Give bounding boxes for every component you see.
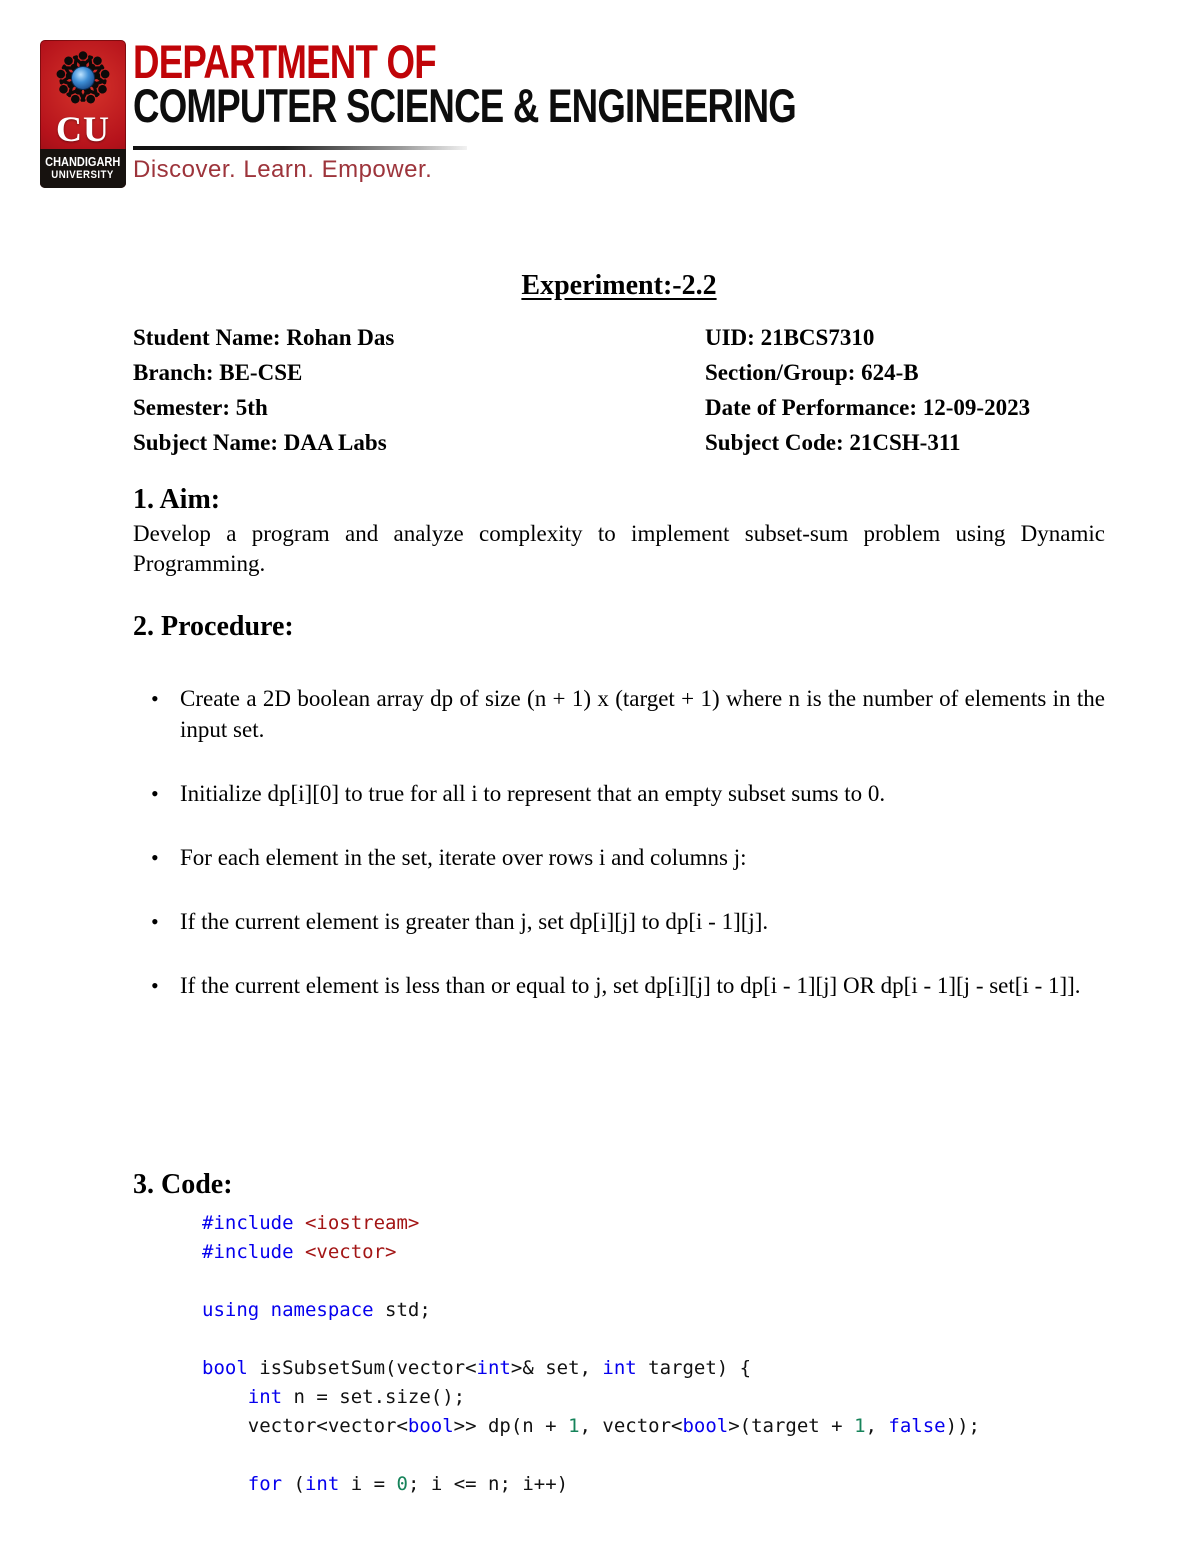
header-divider-line	[133, 146, 467, 150]
experiment-title: Experiment:-2.2	[521, 270, 717, 301]
date-of-performance-field: Date of Performance: 12-09-2023	[705, 395, 1031, 420]
logo-university-band	[40, 149, 126, 188]
procedure-heading: 2. Procedure:	[133, 611, 294, 642]
logo-university-line2: UNIVERSITY	[51, 168, 115, 181]
procedure-step: • For each element in the set, iterate over rows i and columns j:	[180, 842, 1105, 873]
department-of-text: DEPARTMENT OF	[133, 35, 436, 88]
procedure-step: • Create a 2D boolean array dp of size (n + 1) x (target + 1) where n is the number of elements in the input set.	[180, 683, 1105, 745]
logo-university-line1: CHANDIGARH	[45, 155, 121, 170]
code-line: vector<vector<bool>> dp(n + 1, vector<bool>(target + 1, false));	[202, 1415, 980, 1437]
department-header	[133, 35, 983, 132]
procedure-list	[133, 683, 1105, 1001]
document-content	[0, 270, 1200, 1499]
university-logo	[40, 40, 126, 188]
code-line: using namespace std;	[202, 1299, 431, 1321]
student-name-field: Student Name: Rohan Das	[133, 325, 395, 350]
aim-heading: 1. Aim:	[133, 484, 221, 515]
semester-field: Semester: 5th	[133, 395, 268, 420]
code-line: #include <iostream>	[202, 1212, 420, 1234]
uid-field: UID: 21BCS7310	[705, 325, 875, 350]
code-line	[202, 1325, 1105, 1354]
logo-monogram: CU	[56, 109, 110, 149]
department-name-text: COMPUTER SCIENCE & ENGINEERING	[133, 79, 797, 132]
procedure-step: • If the current element is less than or equal to j, set dp[i][j] to dp[i - 1][j] OR dp[i - 1][j - set[i - 1]].	[180, 970, 1105, 1001]
student-info-block	[133, 326, 1105, 454]
subject-code-field: Subject Code: 21CSH-311	[705, 430, 961, 455]
procedure-step: • If the current element is greater than j, set dp[i][j] to dp[i - 1][j].	[180, 906, 1105, 937]
code-listing	[202, 1209, 1105, 1499]
code-line: for (int i = 0; i <= n; i++)	[247, 1473, 569, 1495]
aim-text: Develop a program and analyze complexity to implement subset-sum problem using Dynamic Programming.	[133, 521, 1105, 576]
subject-name-field: Subject Name: DAA Labs	[133, 430, 387, 455]
section-group-field: Section/Group: 624-B	[705, 360, 919, 385]
code-line	[202, 1441, 1105, 1470]
code-heading: 3. Code:	[133, 1169, 233, 1200]
letterhead	[0, 0, 1200, 200]
code-line	[202, 1267, 1105, 1296]
code-line: int n = set.size();	[247, 1386, 466, 1408]
code-line: bool isSubsetSum(vector<int>& set, int target) {	[202, 1357, 752, 1379]
cu-gear-globe-icon	[53, 48, 113, 108]
code-line: #include <vector>	[202, 1241, 397, 1263]
branch-field: Branch: BE-CSE	[133, 360, 303, 385]
university-tagline: Discover. Learn. Empower.	[133, 156, 433, 183]
procedure-step: • Initialize dp[i][0] to true for all i to represent that an empty subset sums to 0.	[180, 778, 1105, 809]
